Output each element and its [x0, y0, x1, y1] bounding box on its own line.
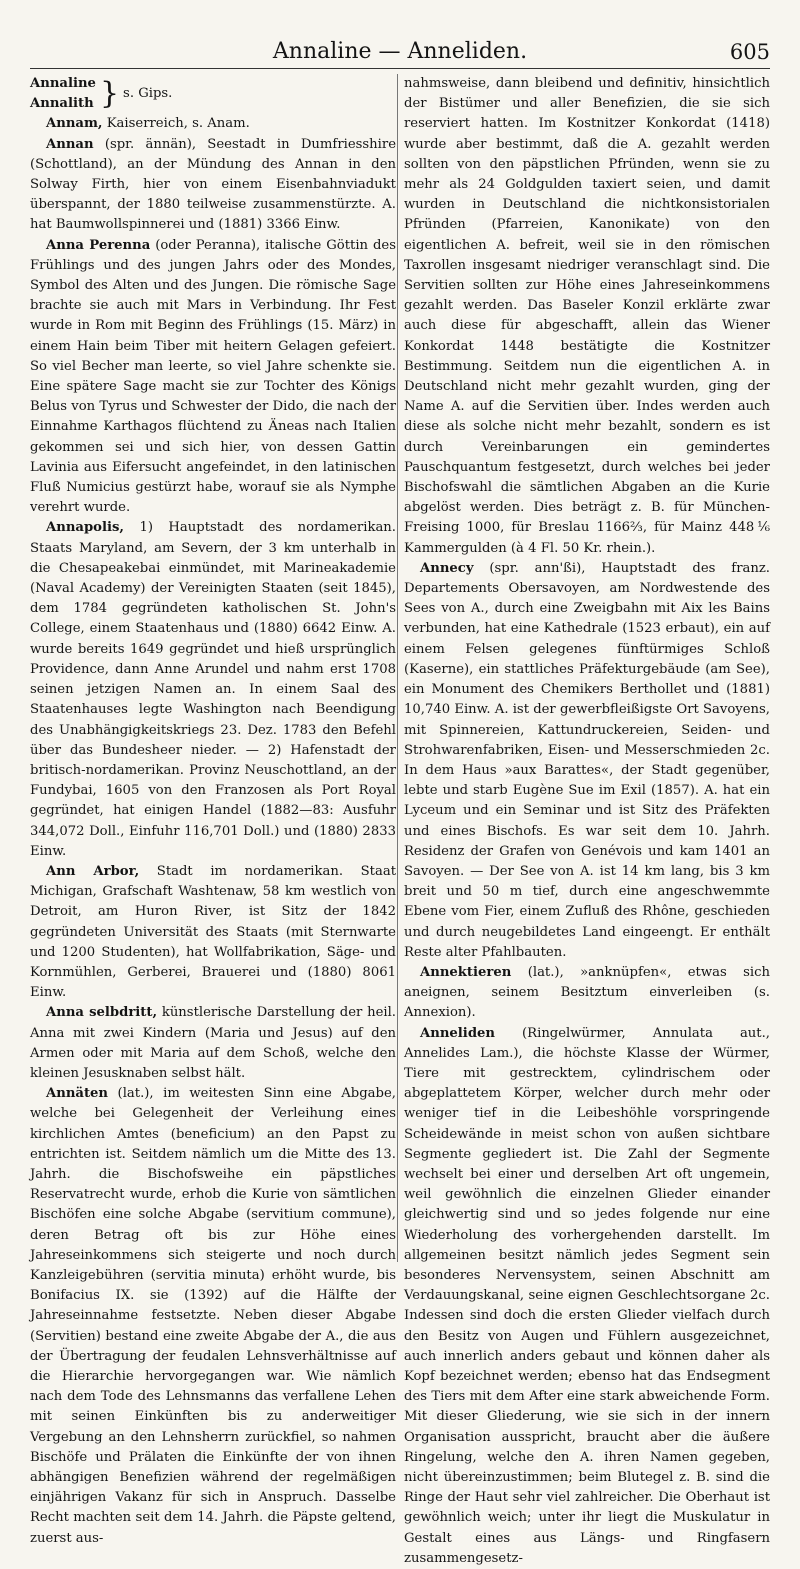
- paired-headwords: [30, 74, 96, 114]
- left-column: [30, 74, 397, 1546]
- entry-annaten: [30, 1084, 396, 1549]
- entry-anna-perenna: [30, 236, 396, 519]
- headword: Annam,: [46, 116, 103, 132]
- entry-text: (oder Peranna), italische Göttin des Frühlings und des jungen Jahrs oder des Mondes, Symbol des Alten und des Jungen. Die römische Sage brachte sie auch mit Mars in Verbindung. Ihr Fest wurde in Rom mit Beginn des Frühlings (15. März) in einem Hain beim Tiber mit heitern Gelagen gefeiert. So viel Becher man leerte, so viel Jahre schenkte sie. Eine spätere Sage macht sie zur Tochter des Königs Belus von Tyrus und Schwester der Dido, die nach der Einnahme Karthagos flüchtend zu Äneas nach Italien gekommen sei und sich hier, von dessen Gattin Lavinia aus Eifersucht angefeindet, in den latinischen Fluß Numicius gestürzt habe, worauf sie als Nymphe verehrt wurde.: [30, 237, 396, 516]
- entry-anna-selbdritt: [30, 1003, 396, 1084]
- entry-text: (Ringelwürmer, Annulata aut., Annelides Lam.), die höchste Klasse der Würmer, Tiere mit gestrecktem, cylindrischem oder abgeplattetem Körper, welcher durch mehr oder weniger tief in die Leibeshöhle vorspringende Scheidewände in meist schon von außen sichtbare Segmente gegliedert ist. Die Zahl der Segmente wechselt bei einer und derselben Art oft ungemein, weil gewöhnlich die einzelnen Glieder einander gleichwertig sind und so jedes folgende nur eine Wiederholung des vorhergehenden darstellt. Im allgemeinen besitzt nämlich jedes Segment sein besonderes Nervensystem, seinen Abschnitt am Verdauungskanal, seine eignen Geschlechtsorgane 2c. Indessen sind doch die ersten Glieder vielfach durch den Besitz von Augen und Fühlern ausgezeichnet, auch innerlich anders gebaut und können daher als Kopf bezeichnet werden; ebenso hat das Endsegment des Tiers mit dem After eine stark abweichende Form. Mit dieser Gliederung, wie sie sich in der innern Organisation ausspricht, braucht aber die äußere Ringelung, welche den A. ihren Namen gegeben, nicht übereinzustimmen; beim Blutegel z. B. sind die Ringe der Haut sehr viel zahlreicher. Die Oberhaut ist gewöhnlich weich; unter ihr liegt die Muskulatur in Gestalt eines aus Längs- und Ringfasern zusammengesetz-: [404, 1025, 770, 1566]
- entry-annaline-annalith: [30, 74, 396, 114]
- headword: Ann Arbor,: [46, 863, 140, 879]
- entry-text: (lat.), »anknüpfen«, etwas sich aneignen, seinem Besitztum einverleiben (s. Annexion).: [404, 964, 770, 1021]
- entry-anneliden: [404, 1024, 770, 1569]
- entry-text: Kaiserreich, s. Anam.: [102, 116, 250, 132]
- column-divider: [397, 74, 398, 1262]
- headword: Anna selbdritt,: [46, 1005, 158, 1021]
- headword: Anneliden: [420, 1025, 496, 1041]
- headword: Annektieren: [420, 964, 512, 980]
- entry-text: s. Gips.: [123, 86, 173, 102]
- headword: Annan: [46, 136, 94, 152]
- entry-text: (lat.), im weitesten Sinn eine Abgabe, welche bei Gelegenheit der Verleihung eines kirchlichen Amtes (beneficium) an den Papst zu entrichten ist. Seitdem nämlich um die Mitte des 13. Jahrh. die Bischofsweihe ein päpstliches Reservatrecht wurde, erhob die Kurie von sämtlichen Bischöfen eine solche Abgabe (servitium commune), deren Betrag oft bis zur Höhe eines Jahreseinkommens sich steigerte und noch durch Kanzleigebühren (servitia minuta) erhöht wurde, bis Bonifacius IX. sie (1392) auf die Hälfte der Jahreseinnahme festsetzte. Neben dieser Abgabe (Servitien) bestand eine zweite Abgabe der A., die aus der Übertragung der feudalen Lehnsverhältnisse auf die Hierarchie hervorgegangen war. Wie nämlich nach dem Tode des Lehnsmanns das verfallene Lehen mit seinen Einkünften bis zu anderweitiger Vergebung an den Lehnsherrn zurückfiel, so nahmen Bischöfe und Prälaten die Einkünfte der von ihnen abhängigen Benefizien während der regelmäßigen einjährigen Vakanz für sich in Anspruch. Dasselbe Recht machten seit dem 14. Jahrh. die Päpste geltend, zuerst aus-: [30, 1086, 396, 1546]
- page-number: 605: [729, 40, 770, 64]
- entry-annam: [30, 114, 396, 134]
- entry-annan: [30, 135, 396, 236]
- headword: Annecy: [420, 560, 474, 576]
- headword: Anna Perenna: [46, 237, 151, 253]
- running-header: [30, 38, 770, 69]
- headword: Annalith: [30, 96, 94, 112]
- entry-text: (spr. ann'ßi), Hauptstadt des franz. Departements Obersavoyen, am Nordwestende des Sees von A., durch eine Zweigbahn mit Aix les Bains verbunden, hat eine Kathedrale (1523 erbaut), ein auf einem Felsen gelegenes fünftürmiges Schloß (Kaserne), ein stattliches Präfekturgebäude (am See), ein Monument des Chemikers Berthollet und (1881) 10,740 Einw. A. ist der gewerbfleißigste Ort Savoyens, mit Spinnereien, Kattundruckereien, Seiden- und Strohwarenfabriken, Eisen- und Messerschmieden 2c. In dem Haus »aux Barattes«, der Stadt gegenüber, lebte und starb Eugène Sue im Exil (1857). A. hat ein Lyceum und ein Seminar und ist Sitz des Präfekten und eines Bischofs. Es war seit dem 10. Jahrh. Residenz der Grafen von Genévois und kam 1401 an Savoyen. — Der See von A. ist 14 km lang, bis 3 km breit und 50 m tief, durch eine angeschwemmte Ebene vom Fier, einem Zufluß des Rhône, geschieden und durch neugebildetes Land eingeengt. Er enthält Reste alter Pfahlbauten.: [404, 560, 770, 960]
- brace: }: [99, 76, 120, 112]
- entry-ann-arbor: [30, 862, 396, 1003]
- entry-text: künstlerische Darstellung der heil. Anna mit zwei Kindern (Maria und Jesus) auf den Armen oder mit Maria auf dem Schoß, welche den kleinen Jesusknaben selbst hält.: [30, 1005, 397, 1081]
- continued-text: nahmsweise, dann bleibend und definitiv, hinsichtlich der Bistümer und aller Benefizien, die sie sich reserviert hatten. Im Kostnitzer Konkordat (1418) wurde aber bestimmt, daß die A. gezahlt werden sollten von den päpstlichen Pfründen, wenn sie zu mehr als 24 Goldgulden taxiert seien, und damit wurden in Deutschland die nichtkonsistorialen Pfründen (Pfarreien, Kanonikate) von den eigentlichen A. befreit, weil sie in den römischen Taxrollen insgesamt niedriger veranschlagt sind. Die Servitien sollten zur Höhe eines Jahreseinkommens gezahlt werden. Das Baseler Konzil erklärte zwar auch diese für abgeschafft, allein das Wiener Konkordat 1448 bestätigte die Kostnitzer Bestimmung. Seitdem nun die eigentlichen A. in Deutschland nicht mehr gezahlt wurden, ging der Name A. auf die Servitien über. Indes werden auch diese als solche nicht mehr bezahlt, sondern es ist durch Vereinbarungen ein gemindertes Pauschquantum festgesetzt, durch welches bei jeder Bischofswahl die sämtlichen Abgaben an die Kurie abgelöst werden. Dies beträgt z. B. für München-Freising 1000, für Breslau 1166⅔, für Mainz 448⅙ Kammergulden (à 4 Fl. 50 Kr. rhein.).: [404, 76, 770, 556]
- headword: Annaline: [30, 76, 96, 91]
- right-column: [404, 74, 770, 1566]
- header-title: Annaline — Anneliden.: [272, 39, 528, 64]
- entry-annektieren: [404, 963, 770, 1024]
- entry-text: (spr. ännän), Seestadt in Dumfriesshire (Schottland), an der Mündung des Annan in den Solway Firth, hier von einem Eisenbahnviadukt überspannt, der 1880 teilweise zusammenstürzte. A. hat Baumwollspinnerei und (1881) 3366 Einw.: [30, 136, 396, 233]
- entry-annapolis: [30, 518, 396, 861]
- headword: Annapolis,: [46, 520, 125, 536]
- entry-text: Stadt im nordamerikan. Staat Michigan, Grafschaft Washtenaw, 58 km westlich von Detroit, am Huron River, ist Sitz der 1842 gegründeten Universität des Staats (mit Sternwarte und 1200 Studenten), hat Wollfabrikation, Säge- und Kornmühlen, Gerberei, Brauerei und (1880) 8061 Einw.: [30, 863, 396, 1001]
- entry-text: 1) Hauptstadt des nordamerikan. Staats Maryland, am Severn, der 3 km unterhalb in die Chesapeakebai einmündet, mit Marineakademie (Naval Academy) der Vereinigten Staaten (seit 1845), dem 1784 gegründeten katholischen St. John's College, einem Staatenhaus und (1880) 6642 Einw. A. wurde bereits 1649 gegründet und hieß ursprünglich Providence, dann Anne Arundel und nahm erst 1708 seinen jetzigen Namen an. In einem Saal des Staatenhauses legte Washington nach Beendigung des Unabhängigkeitskriegs 23. Dez. 1783 den Befehl über das Bundesheer nieder. — 2) Hafenstadt der britisch-nordamerikan. Provinz Neuschottland, an der Fundybai, 1605 von den Franzosen als Port Royal gegründet, hat einigen Handel (1882—83: Ausfuhr 344,072 Doll., Einfuhr 116,701 Doll.) und (1880) 2833 Einw.: [30, 520, 396, 859]
- entry-annecy: [404, 559, 770, 963]
- headword: Annäten: [46, 1086, 109, 1102]
